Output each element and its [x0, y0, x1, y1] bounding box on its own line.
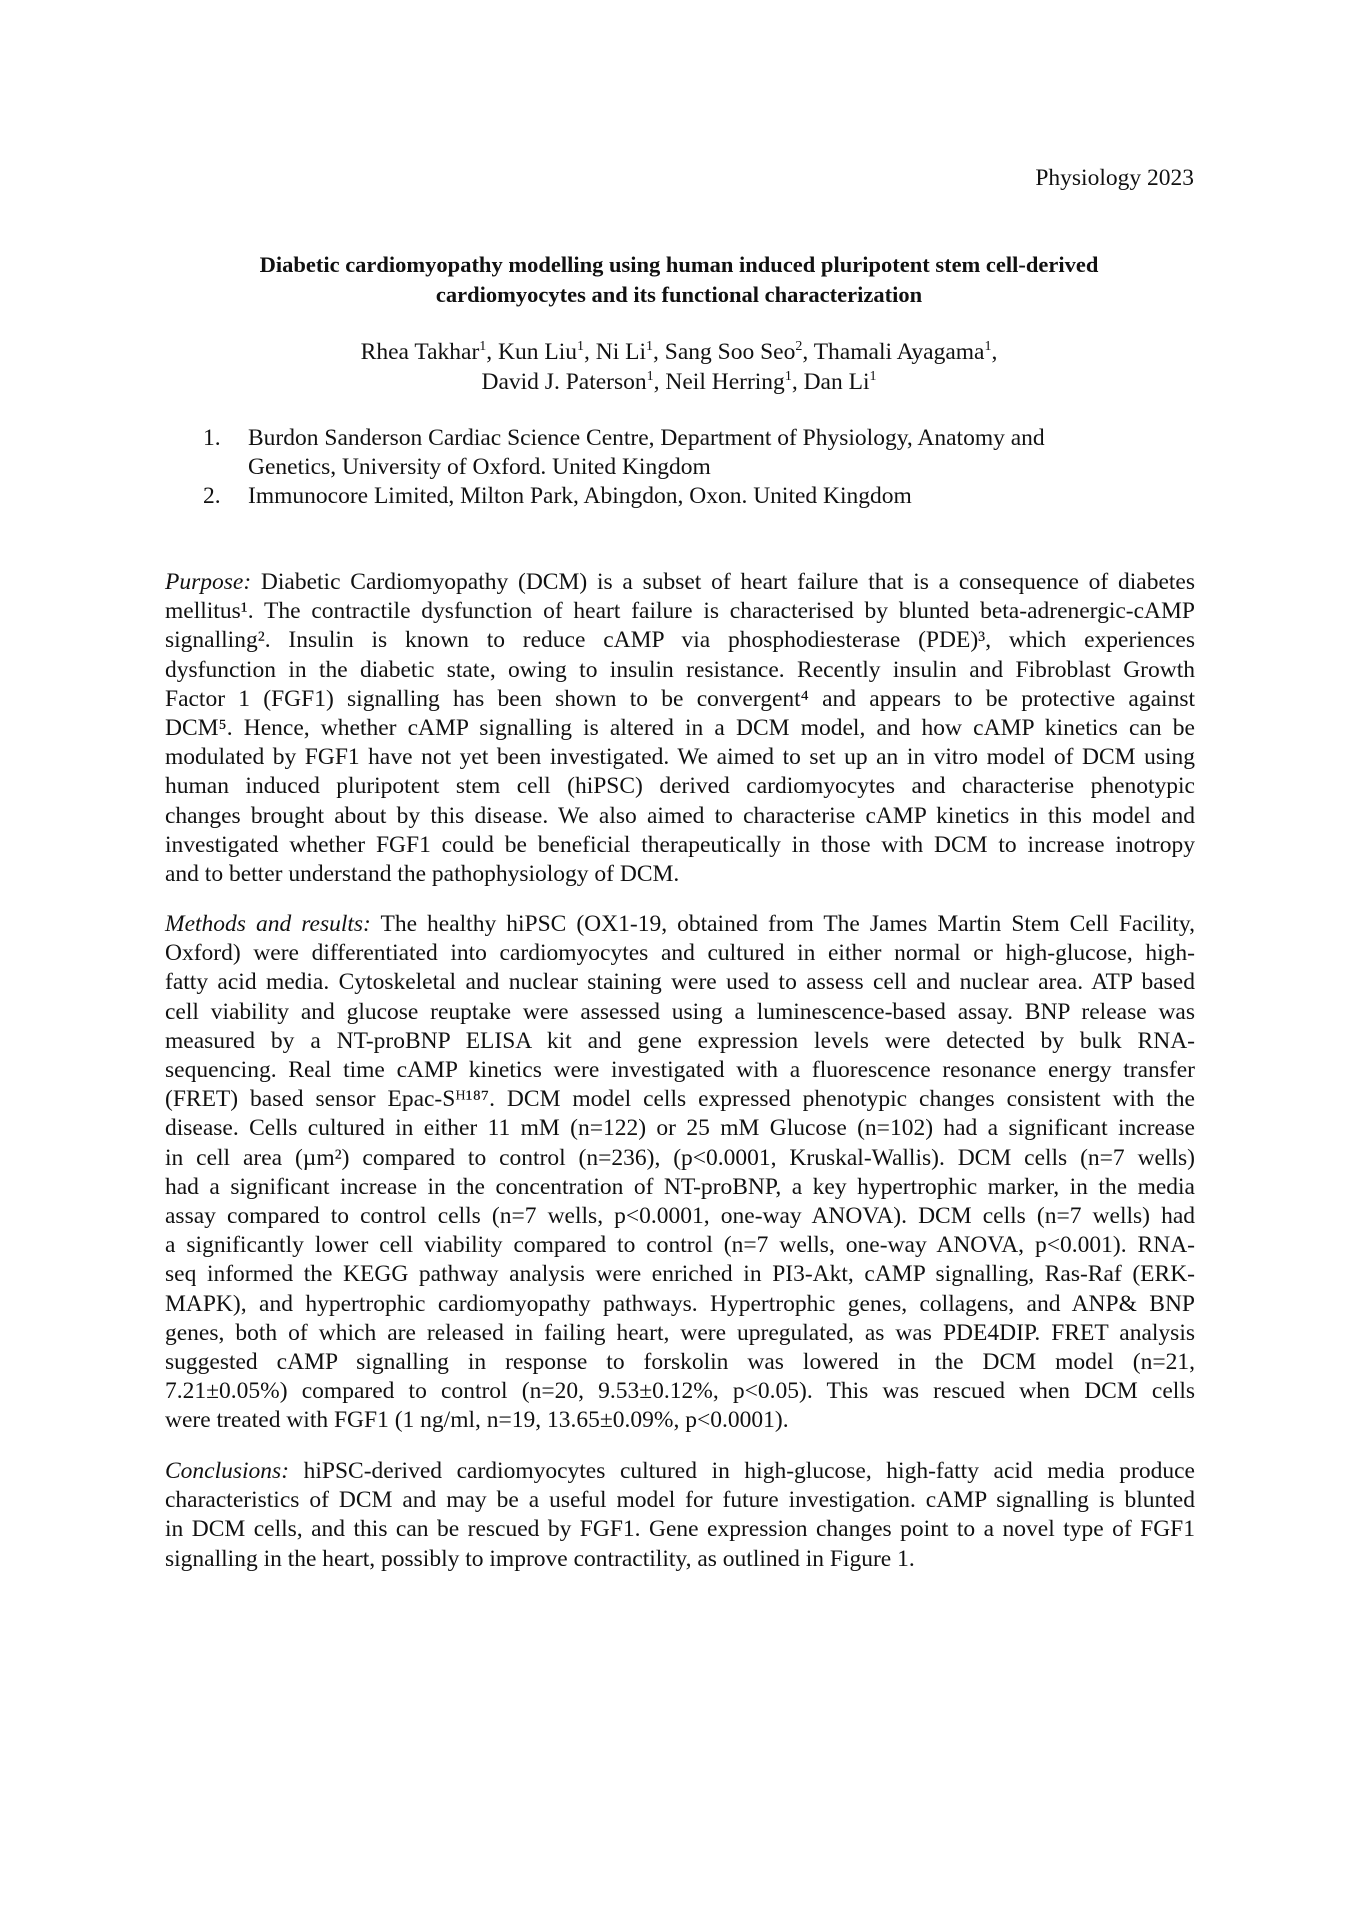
paragraph-line: disease. Cells cultured in either 11 mM (n=122) or 25 mM Glucose (n=102) had a significant increase — [165, 1115, 1195, 1142]
paragraph-line: Purpose: Diabetic Cardiomyopathy (DCM) is a subset of heart failure that is a consequence of diabetes — [165, 569, 1195, 595]
paragraph-line: 7.21±0.05%) compared to control (n=20, 9.53±0.12%, p<0.05). This was rescued when DCM cells — [165, 1378, 1195, 1405]
methods-paragraph — [165, 910, 1195, 1436]
author-name: Neil Herring — [665, 369, 785, 395]
paragraph-line: cell viability and glucose reuptake were assessed using a luminescence-based assay. BNP release was — [165, 998, 1195, 1025]
author-name: Ni Li — [595, 339, 647, 365]
author-name: Rhea Takhar — [360, 339, 480, 365]
affiliation-item — [165, 424, 1195, 482]
author-affiliation-mark: 2 — [795, 339, 803, 355]
conclusions-paragraph — [165, 1457, 1195, 1574]
author-line-2: David J. Paterson$^1$, Neil Herring$^1$, Dan Li$^1$ — [481, 369, 877, 395]
author-affiliation-mark: 1 — [646, 369, 654, 385]
paragraph-line: a significantly lower cell viability compared to control (n=7 wells, one-way ANOVA, p<0.001). RNA- — [165, 1232, 1195, 1259]
author-name: Sang Soo Seo — [664, 339, 796, 365]
paragraph-line: fatty acid media. Cytoskeletal and nuclear staining were used to assess cell and nuclear area. ATP based — [165, 969, 1195, 996]
paragraph-line: assay compared to control cells (n=7 wells, p<0.0001, one-way ANOVA). DCM cells (n=7 wells) had — [165, 1203, 1195, 1230]
paragraph-line: seq informed the KEGG pathway analysis were enriched in PI3-Akt, cAMP signalling, Ras-Raf (ERK- — [165, 1261, 1195, 1288]
affiliation-number: 1. — [203, 425, 221, 451]
author-affiliation-mark: 1 — [646, 339, 654, 355]
author-affiliation-mark: 1 — [869, 369, 877, 385]
paragraph-line: (FRET) based sensor Epac-Sᴴ¹⁸⁷. DCM model cells expressed phenotypic changes consistent with the — [165, 1086, 1195, 1113]
affiliation-number: 2. — [203, 483, 221, 510]
journal-header: Physiology 2023 — [1035, 165, 1194, 191]
author-name: Kun Liu — [498, 339, 578, 365]
affiliation-item — [165, 482, 1195, 511]
methods-label: Methods and results: — [165, 911, 371, 937]
paragraph-line: signalling in the heart, possibly to improve contractility, as outlined in Figure 1. — [165, 1545, 915, 1572]
paragraph-line: human induced pluripotent stem cell (hiPSC) derived cardiomyocytes and characterise phenotypic — [165, 773, 1195, 800]
paragraph-line: had a significant increase in the concentration of NT-proBNP, a key hypertrophic marker, in the media — [165, 1173, 1195, 1200]
title-line-2: cardiomyocytes and its functional characterization — [435, 282, 923, 307]
author-affiliation-mark: 1 — [479, 339, 487, 355]
author-affiliation-mark: 1 — [577, 339, 585, 355]
conclusions-label: Conclusions: — [165, 1458, 290, 1484]
paragraph-line: in DCM cells, and this can be rescued by FGF1. Gene expression changes point to a novel type of FGF1 — [165, 1516, 1195, 1543]
paragraph-line: Oxford) were differentiated into cardiomyocytes and cultured in either normal or high-glucose, high- — [165, 940, 1195, 967]
author-line-1: Rhea Takhar$^1$, Kun Liu$^1$, Ni Li$^1$, Sang Soo Seo$^2$, Thamali Ayagama$^1$, — [360, 339, 998, 365]
author-name: David J. Paterson — [481, 369, 647, 395]
purpose-label: Purpose: — [165, 569, 252, 595]
paragraph-line: sequencing. Real time cAMP kinetics were investigated with a fluorescence resonance energy transfer — [165, 1057, 1195, 1084]
paragraph-line: changes brought about by this disease. We also aimed to characterise cAMP kinetics in this model and — [165, 802, 1195, 829]
paragraph-line: and to better understand the pathophysiology of DCM. — [165, 861, 680, 888]
paragraph-line: mellitus¹. The contractile dysfunction of heart failure is characterised by blunted beta-adrenergic-cAMP — [165, 598, 1195, 625]
paragraph-line: modulated by FGF1 have not yet been investigated. We aimed to set up an in vitro model of DCM using — [165, 744, 1195, 771]
purpose-paragraph — [165, 568, 1195, 889]
affiliation-list — [165, 424, 1195, 512]
paragraph-line: Conclusions: hiPSC-derived cardiomyocytes cultured in high-glucose, high-fatty acid media produce — [165, 1458, 1195, 1484]
paragraph-line: signalling². Insulin is known to reduce cAMP via phosphodiesterase (PDE)³, which experiences — [165, 627, 1195, 654]
author-list — [0, 337, 1358, 397]
title-line-1: Diabetic cardiomyopathy modelling using human induced pluripotent stem cell-derived — [259, 252, 1099, 277]
paragraph-line: Factor 1 (FGF1) signalling has been shown to be convergent⁴ and appears to be protective against — [165, 685, 1195, 712]
paragraph-line: DCM⁵. Hence, whether cAMP signalling is altered in a DCM model, and how cAMP kinetics can be — [165, 715, 1195, 742]
author-name: Dan Li — [803, 369, 870, 395]
paragraph-line: in cell area (µm²) compared to control (n=236), (p<0.0001, Kruskal-Wallis). DCM cells (n=7 wells) — [165, 1144, 1195, 1171]
affiliation-text-line: Burdon Sanderson Cardiac Science Centre, Department of Physiology, Anatomy and — [248, 425, 1045, 451]
paper-title — [0, 250, 1358, 310]
paragraph-line: MAPK), and hypertrophic cardiomyopathy pathways. Hypertrophic genes, collagens, and ANP& BNP — [165, 1290, 1195, 1317]
affiliation-text-line: Genetics, University of Oxford. United Kingdom — [248, 454, 711, 481]
paragraph-line: were treated with FGF1 (1 ng/ml, n=19, 13.65±0.09%, p<0.0001). — [165, 1407, 789, 1434]
paragraph-line: characteristics of DCM and may be a useful model for future investigation. cAMP signalling is blunted — [165, 1487, 1195, 1514]
paragraph-line: Methods and results: The healthy hiPSC (OX1-19, obtained from The James Martin Stem Cell Facility, — [165, 911, 1196, 937]
paragraph-line: genes, both of which are released in failing heart, were upregulated, as was PDE4DIP. FRET analysis — [165, 1319, 1195, 1346]
affiliation-text-line: Immunocore Limited, Milton Park, Abingdon, Oxon. United Kingdom — [248, 483, 912, 510]
paragraph-line: measured by a NT-proBNP ELISA kit and gene expression levels were detected by bulk RNA- — [165, 1027, 1195, 1054]
author-affiliation-mark: 1 — [984, 339, 992, 355]
paragraph-line: investigated whether FGF1 could be beneficial therapeutically in those with DCM to increase inotropy — [165, 831, 1195, 858]
author-name: Thamali Ayagama — [813, 339, 985, 365]
author-affiliation-mark: 1 — [784, 369, 792, 385]
paragraph-line: suggested cAMP signalling in response to forskolin was lowered in the DCM model (n=21, — [165, 1349, 1195, 1376]
paragraph-line: dysfunction in the diabetic state, owing to insulin resistance. Recently insulin and Fibroblast Growth — [165, 656, 1195, 683]
